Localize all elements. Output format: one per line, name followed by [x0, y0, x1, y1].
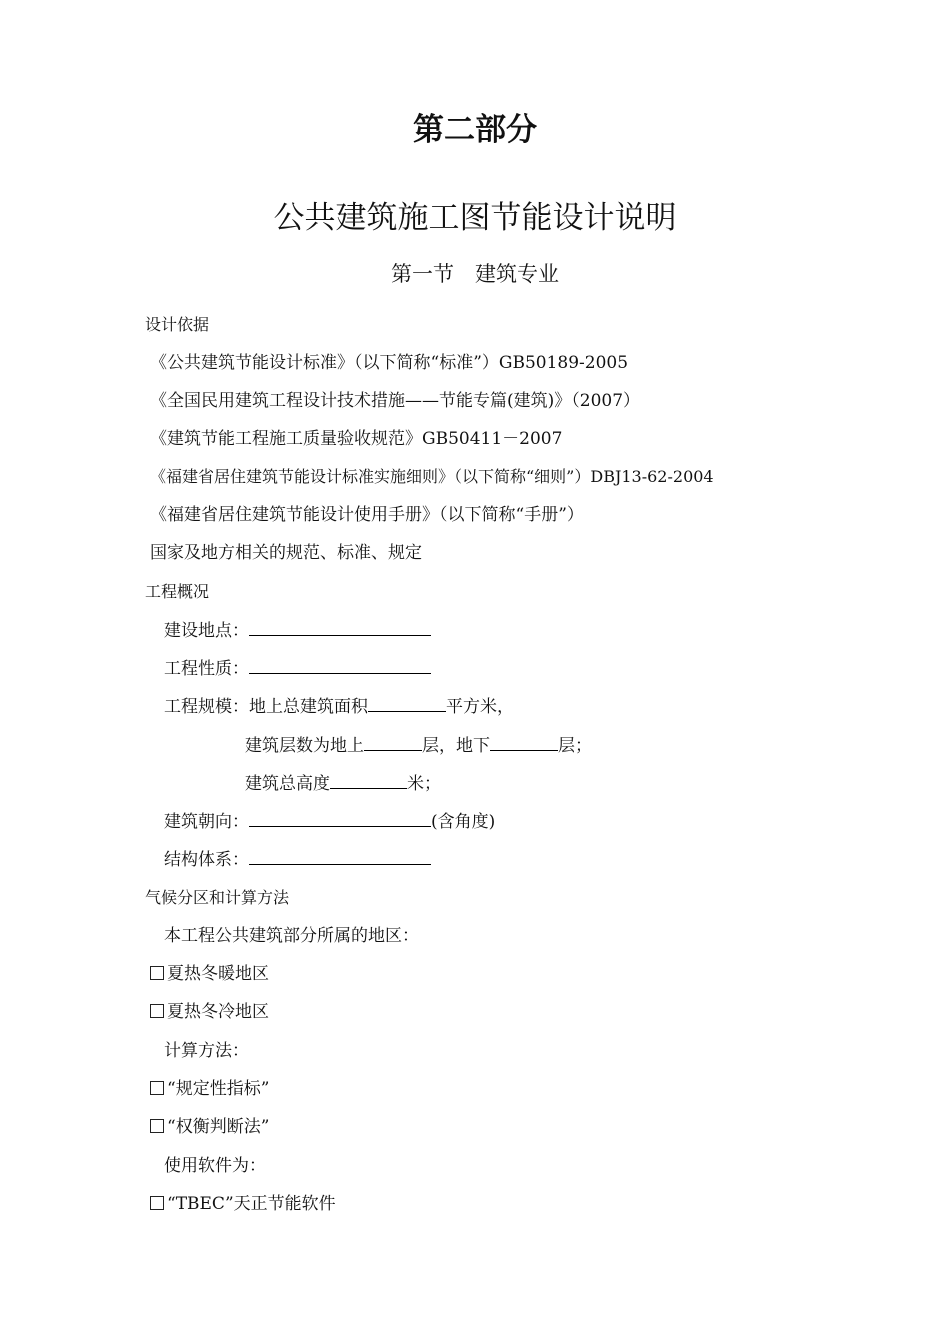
software-intro: 使用软件为：: [164, 1156, 266, 1176]
floors-label: 建筑层数为地上: [245, 736, 364, 756]
software-option-tbec[interactable]: [150, 1193, 336, 1215]
basis-item: 《建筑节能工程施工质量验收规范》GB50411－2007: [150, 429, 563, 449]
checkbox[interactable]: [150, 1119, 164, 1133]
floors-mid: 层，地下: [422, 736, 490, 756]
location-label: 建设地点：: [164, 621, 249, 641]
area-blank[interactable]: [368, 695, 446, 712]
basis-item: 《公共建筑节能设计标准》（以下简称“标准”）GB50189-2005: [150, 353, 629, 373]
climate-heading: 气候分区和计算方法: [145, 888, 290, 907]
checkbox[interactable]: [150, 1081, 164, 1095]
scale-label: 工程规模：地上总建筑面积: [164, 697, 368, 717]
basis-item: 《全国民用建筑工程设计技术措施——节能专篇(建筑)》（2007）: [150, 391, 641, 411]
floors-unit: 层；: [558, 736, 592, 756]
checkbox[interactable]: [150, 966, 164, 980]
nature-label: 工程性质：: [164, 659, 249, 679]
checkbox[interactable]: [150, 1196, 164, 1210]
section-title: 第一节 建筑专业: [391, 262, 559, 286]
option-label: 夏热冬冷地区: [167, 1002, 269, 1022]
method-intro: 计算方法：: [164, 1041, 249, 1061]
option-label: “TBEC”天正节能软件: [167, 1194, 336, 1214]
region-option-hot-summer-warm-winter[interactable]: [150, 963, 269, 985]
height-label: 建筑总高度: [245, 774, 330, 794]
floors-below-blank[interactable]: [490, 734, 558, 751]
method-option-prescriptive[interactable]: [150, 1078, 269, 1100]
height-blank[interactable]: [330, 772, 407, 789]
nature-row: [164, 657, 431, 680]
option-label: “规定性指标”: [167, 1079, 270, 1099]
nature-blank[interactable]: [249, 657, 431, 674]
orientation-blank[interactable]: [249, 810, 431, 827]
basis-item: 《福建省居住建筑节能设计使用手册》（以下简称“手册”）: [150, 505, 584, 525]
orientation-note: (含角度): [431, 812, 496, 832]
region-intro: 本工程公共建筑部分所属的地区：: [164, 926, 419, 946]
scale-row: [164, 695, 514, 718]
floors-row: [245, 734, 592, 757]
structure-blank[interactable]: [249, 848, 431, 865]
structure-label: 结构体系：: [164, 850, 249, 870]
basis-item: 国家及地方相关的规范、标准、规定: [150, 543, 422, 563]
region-option-hot-summer-cold-winter[interactable]: [150, 1001, 269, 1023]
overview-heading: 工程概况: [145, 582, 210, 601]
height-unit: 米；: [407, 774, 441, 794]
part-title: 第二部分: [413, 112, 537, 148]
basis-item: 《福建省居住建筑节能设计标准实施细则》（以下简称“细则”）DBJ13-62-2004: [150, 467, 714, 486]
floors-above-blank[interactable]: [364, 734, 422, 751]
structure-row: [164, 848, 431, 871]
scale-unit: 平方米，: [446, 697, 514, 717]
document-title: 公共建筑施工图节能设计说明: [273, 200, 677, 236]
design-basis-heading: 设计依据: [145, 315, 210, 334]
checkbox[interactable]: [150, 1004, 164, 1018]
orientation-row: [164, 810, 495, 833]
method-option-tradeoff[interactable]: [150, 1116, 269, 1138]
option-label: “权衡判断法”: [167, 1117, 270, 1137]
orientation-label: 建筑朝向：: [164, 812, 249, 832]
location-row: [164, 619, 431, 642]
height-row: [245, 772, 441, 795]
option-label: 夏热冬暖地区: [167, 964, 269, 984]
location-blank[interactable]: [249, 619, 431, 636]
